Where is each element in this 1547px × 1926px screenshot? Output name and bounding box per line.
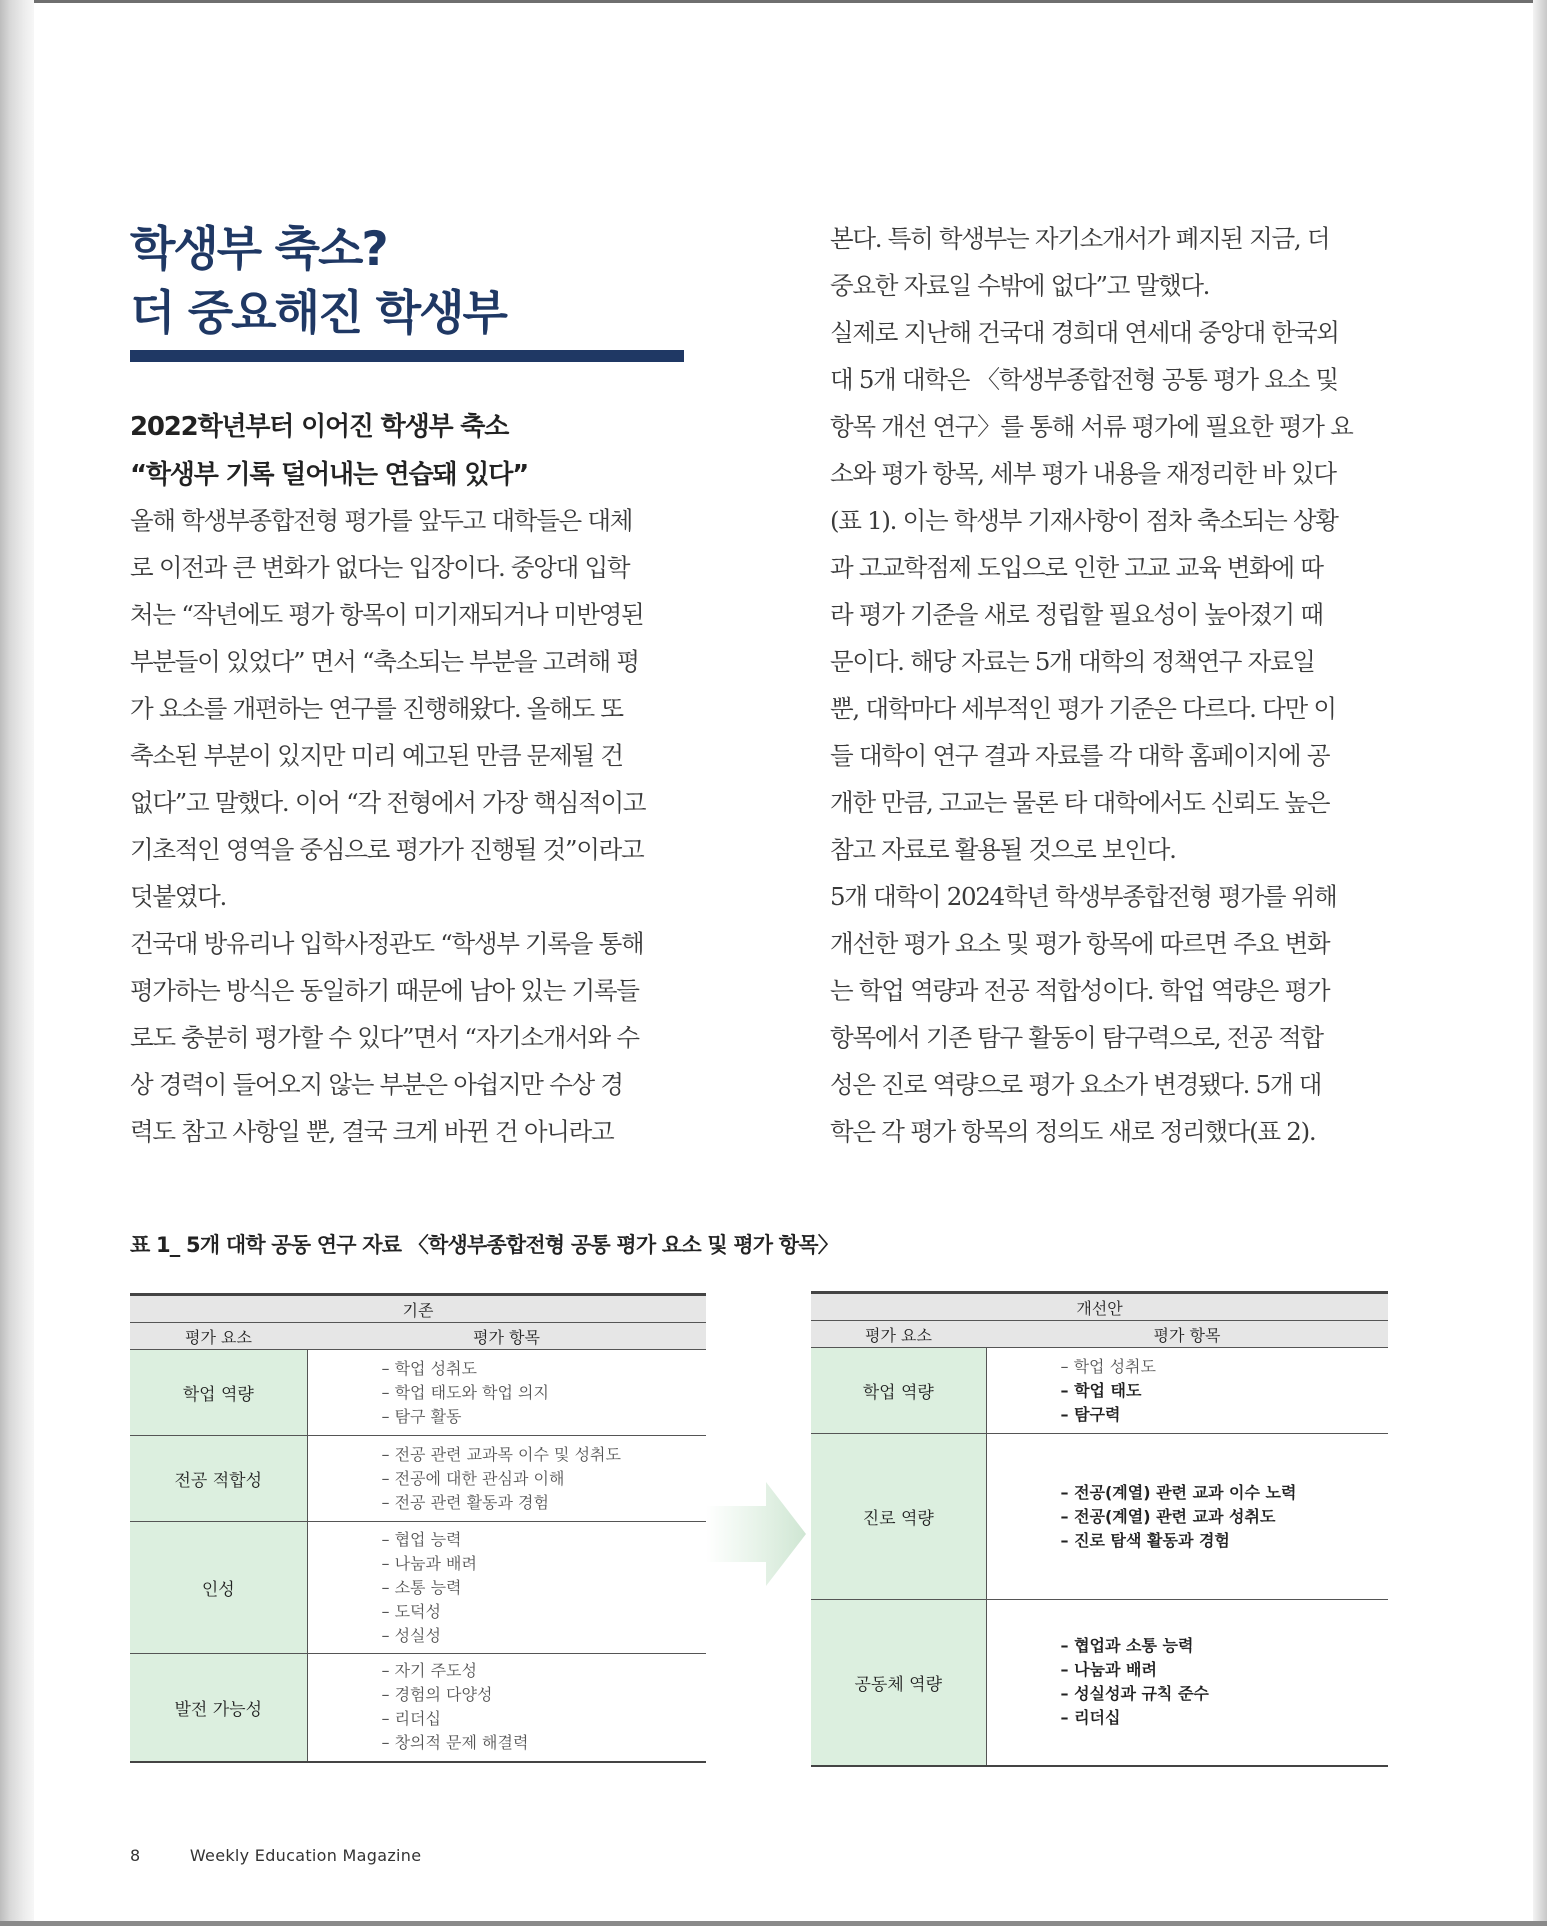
page-footer xyxy=(130,1846,421,1865)
body-text-line: 덧붙였다. xyxy=(130,882,226,911)
body-text-line: 개한 만큼, 고교는 물론 타 대학에서도 신뢰도 높은 xyxy=(830,788,1330,817)
evaluation-items-cell xyxy=(986,1434,1388,1600)
evaluation-item: – 전공에 대한 관심과 이해 xyxy=(381,1468,565,1488)
body-text-line: 없다”고 말했다. 이어 “각 전형에서 가장 핵심적이고 xyxy=(130,788,646,817)
evaluation-items-cell xyxy=(307,1436,706,1522)
evaluation-item: – 진로 탐색 활동과 경험 xyxy=(1060,1530,1230,1550)
evaluation-element-cell: 인성 xyxy=(130,1522,307,1654)
body-text-line: 항목에서 기존 탐구 활동이 탐구력으로, 전공 적합 xyxy=(830,1023,1323,1052)
evaluation-items-cell xyxy=(986,1600,1388,1766)
subheading-line: 2022학년부터 이어진 학생부 축소 xyxy=(130,412,509,442)
body-text-line: 기초적인 영역을 중심으로 평가가 진행될 것”이라고 xyxy=(130,835,644,864)
headline-line: 학생부 축소? xyxy=(130,222,387,277)
body-text-line: 성은 진로 역량으로 평가 요소가 변경됐다. 5개 대 xyxy=(830,1070,1322,1099)
evaluation-element-cell: 발전 가능성 xyxy=(130,1654,307,1762)
table-before-group-header: 기존 xyxy=(130,1295,706,1323)
evaluation-item: – 자기 주도성 xyxy=(381,1661,477,1681)
body-text-line: 개선한 평가 요소 및 평가 항목에 따르면 주요 변화 xyxy=(830,929,1330,958)
evaluation-item: – 학업 성취도 xyxy=(1060,1356,1156,1376)
evaluation-items-cell xyxy=(307,1654,706,1762)
page-number: 8 xyxy=(130,1846,141,1865)
body-text-line: 과 고교학점제 도입으로 인한 고교 교육 변화에 따 xyxy=(830,553,1323,582)
table-row xyxy=(130,1654,706,1762)
body-text-line: 뿐, 대학마다 세부적인 평가 기준은 다르다. 다만 이 xyxy=(830,694,1336,723)
evaluation-element-cell: 학업 역량 xyxy=(130,1350,307,1436)
evaluation-item: – 학업 태도 xyxy=(1060,1380,1142,1400)
evaluation-item: – 리더십 xyxy=(381,1709,441,1729)
arrow-right-icon xyxy=(706,1482,806,1586)
body-text-line: 라 평가 기준을 새로 정립할 필요성이 높아졌기 때 xyxy=(830,600,1323,629)
body-text-line: 력도 참고 사항일 뿐, 결국 크게 바뀐 건 아니라고 xyxy=(130,1117,614,1146)
body-text-line: 참고 자료로 활용될 것으로 보인다. xyxy=(830,835,1176,864)
table-before xyxy=(130,1293,706,1763)
evaluation-items-cell xyxy=(307,1522,706,1654)
body-text-line: 로도 충분히 평가할 수 있다”면서 “자기소개서와 수 xyxy=(130,1023,639,1052)
evaluation-items-cell xyxy=(986,1348,1388,1434)
evaluation-item: – 경험의 다양성 xyxy=(381,1685,493,1705)
table-after xyxy=(811,1291,1388,1767)
evaluation-item: – 탐구 활동 xyxy=(381,1406,462,1426)
headline-rule xyxy=(130,350,684,362)
body-text-line: 본다. 특히 학생부는 자기소개서가 폐지된 지금, 더 xyxy=(830,224,1330,253)
evaluation-item: – 도덕성 xyxy=(381,1601,441,1621)
body-text-line: 항목 개선 연구〉를 통해 서류 평가에 필요한 평가 요 xyxy=(830,412,1353,441)
body-text-line: 실제로 지난해 건국대 경희대 연세대 중앙대 한국외 xyxy=(830,318,1339,347)
body-text-line: 5개 대학이 2024학년 학생부종합전형 평가를 위해 xyxy=(830,882,1337,911)
table-after-col-items: 평가 항목 xyxy=(986,1321,1388,1348)
table-row xyxy=(130,1436,706,1522)
evaluation-item: – 소통 능력 xyxy=(381,1577,462,1597)
evaluation-item: – 협업과 소통 능력 xyxy=(1060,1636,1194,1656)
table-before-col-items: 평가 항목 xyxy=(307,1323,706,1350)
evaluation-item: – 전공(계열) 관련 교과 이수 노력 xyxy=(1060,1482,1297,1502)
table-row xyxy=(811,1348,1388,1434)
page-frame-left-shadow xyxy=(0,0,34,1926)
table-after-group-header: 개선안 xyxy=(811,1293,1388,1321)
evaluation-item: – 전공(계열) 관련 교과 성취도 xyxy=(1060,1506,1276,1526)
headline xyxy=(130,218,690,346)
body-text-line: 상 경력이 들어오지 않는 부분은 아쉽지만 수상 경 xyxy=(130,1070,623,1099)
body-text-line: 는 학업 역량과 전공 적합성이다. 학업 역량은 평가 xyxy=(830,976,1330,1005)
body-text-line: 축소된 부분이 있지만 미리 예고된 만큼 문제될 건 xyxy=(130,741,623,770)
evaluation-item: – 리더십 xyxy=(1060,1708,1121,1728)
evaluation-item: – 탐구력 xyxy=(1060,1404,1121,1424)
body-text-line: 부분들이 있었다” 면서 “축소되는 부분을 고려해 평 xyxy=(130,647,639,676)
magazine-name: Weekly Education Magazine xyxy=(189,1846,422,1865)
right-column-body xyxy=(830,215,1390,1155)
table-before-col-element: 평가 요소 xyxy=(130,1323,307,1350)
table-after-col-element: 평가 요소 xyxy=(811,1321,986,1348)
body-text-line: 중요한 자료일 수밖에 없다”고 말했다. xyxy=(830,271,1210,300)
body-text-line: 로 이전과 큰 변화가 없다는 입장이다. 중앙대 입학 xyxy=(130,553,630,582)
left-column-body xyxy=(130,497,690,1155)
evaluation-item: – 나눔과 배려 xyxy=(1060,1660,1157,1680)
headline-line: 더 중요해진 학생부 xyxy=(130,286,506,341)
table-row xyxy=(130,1522,706,1654)
table-row xyxy=(811,1434,1388,1600)
evaluation-item: – 성실성과 규칙 준수 xyxy=(1060,1684,1209,1704)
subheading xyxy=(130,403,690,499)
body-text-line: 학은 각 평가 항목의 정의도 새로 정리했다(표 2). xyxy=(830,1117,1316,1146)
subheading-line: “학생부 기록 덜어내는 연습돼 있다” xyxy=(130,460,529,490)
body-text-line: 평가하는 방식은 동일하기 때문에 남아 있는 기록들 xyxy=(130,976,639,1005)
evaluation-element-cell: 학업 역량 xyxy=(811,1348,986,1434)
body-text-line: 처는 “작년에도 평가 항목이 미기재되거나 미반영된 xyxy=(130,600,644,629)
evaluation-item: – 창의적 문제 해결력 xyxy=(381,1733,529,1753)
evaluation-item: – 나눔과 배려 xyxy=(381,1553,477,1573)
evaluation-item: – 전공 관련 활동과 경험 xyxy=(381,1492,549,1512)
body-text-line: 소와 평가 항목, 세부 평가 내용을 재정리한 바 있다 xyxy=(830,459,1336,488)
body-text-line: 건국대 방유리나 입학사정관도 “학생부 기록을 통해 xyxy=(130,929,644,958)
evaluation-item: – 학업 성취도 xyxy=(381,1358,477,1378)
body-text-line: (표 1). 이는 학생부 기재사항이 점차 축소되는 상황 xyxy=(830,506,1338,535)
page-frame-right-shadow xyxy=(1533,0,1547,1926)
page-frame-bottom xyxy=(0,1921,1547,1926)
evaluation-item: – 전공 관련 교과목 이수 및 성취도 xyxy=(381,1444,621,1464)
table-row xyxy=(130,1350,706,1436)
evaluation-item: – 성실성 xyxy=(381,1625,441,1645)
evaluation-item: – 학업 태도와 학업 의지 xyxy=(381,1382,549,1402)
evaluation-item: – 협업 능력 xyxy=(381,1529,462,1549)
table-row xyxy=(811,1600,1388,1766)
body-text-line: 문이다. 해당 자료는 5개 대학의 정책연구 자료일 xyxy=(830,647,1315,676)
table-caption: 표 1_ 5개 대학 공동 연구 자료 〈학생부종합전형 공통 평가 요소 및 평가 항목〉 xyxy=(130,1233,838,1257)
evaluation-element-cell: 공동체 역량 xyxy=(811,1600,986,1766)
evaluation-items-cell xyxy=(307,1350,706,1436)
body-text-line: 들 대학이 연구 결과 자료를 각 대학 홈페이지에 공 xyxy=(830,741,1330,770)
body-text-line: 올해 학생부종합전형 평가를 앞두고 대학들은 대체 xyxy=(130,506,633,535)
page-frame-top xyxy=(0,0,1547,3)
evaluation-element-cell: 전공 적합성 xyxy=(130,1436,307,1522)
evaluation-element-cell: 진로 역량 xyxy=(811,1434,986,1600)
body-text-line: 가 요소를 개편하는 연구를 진행해왔다. 올해도 또 xyxy=(130,694,623,723)
body-text-line: 대 5개 대학은 〈학생부종합전형 공통 평가 요소 및 xyxy=(830,365,1338,394)
